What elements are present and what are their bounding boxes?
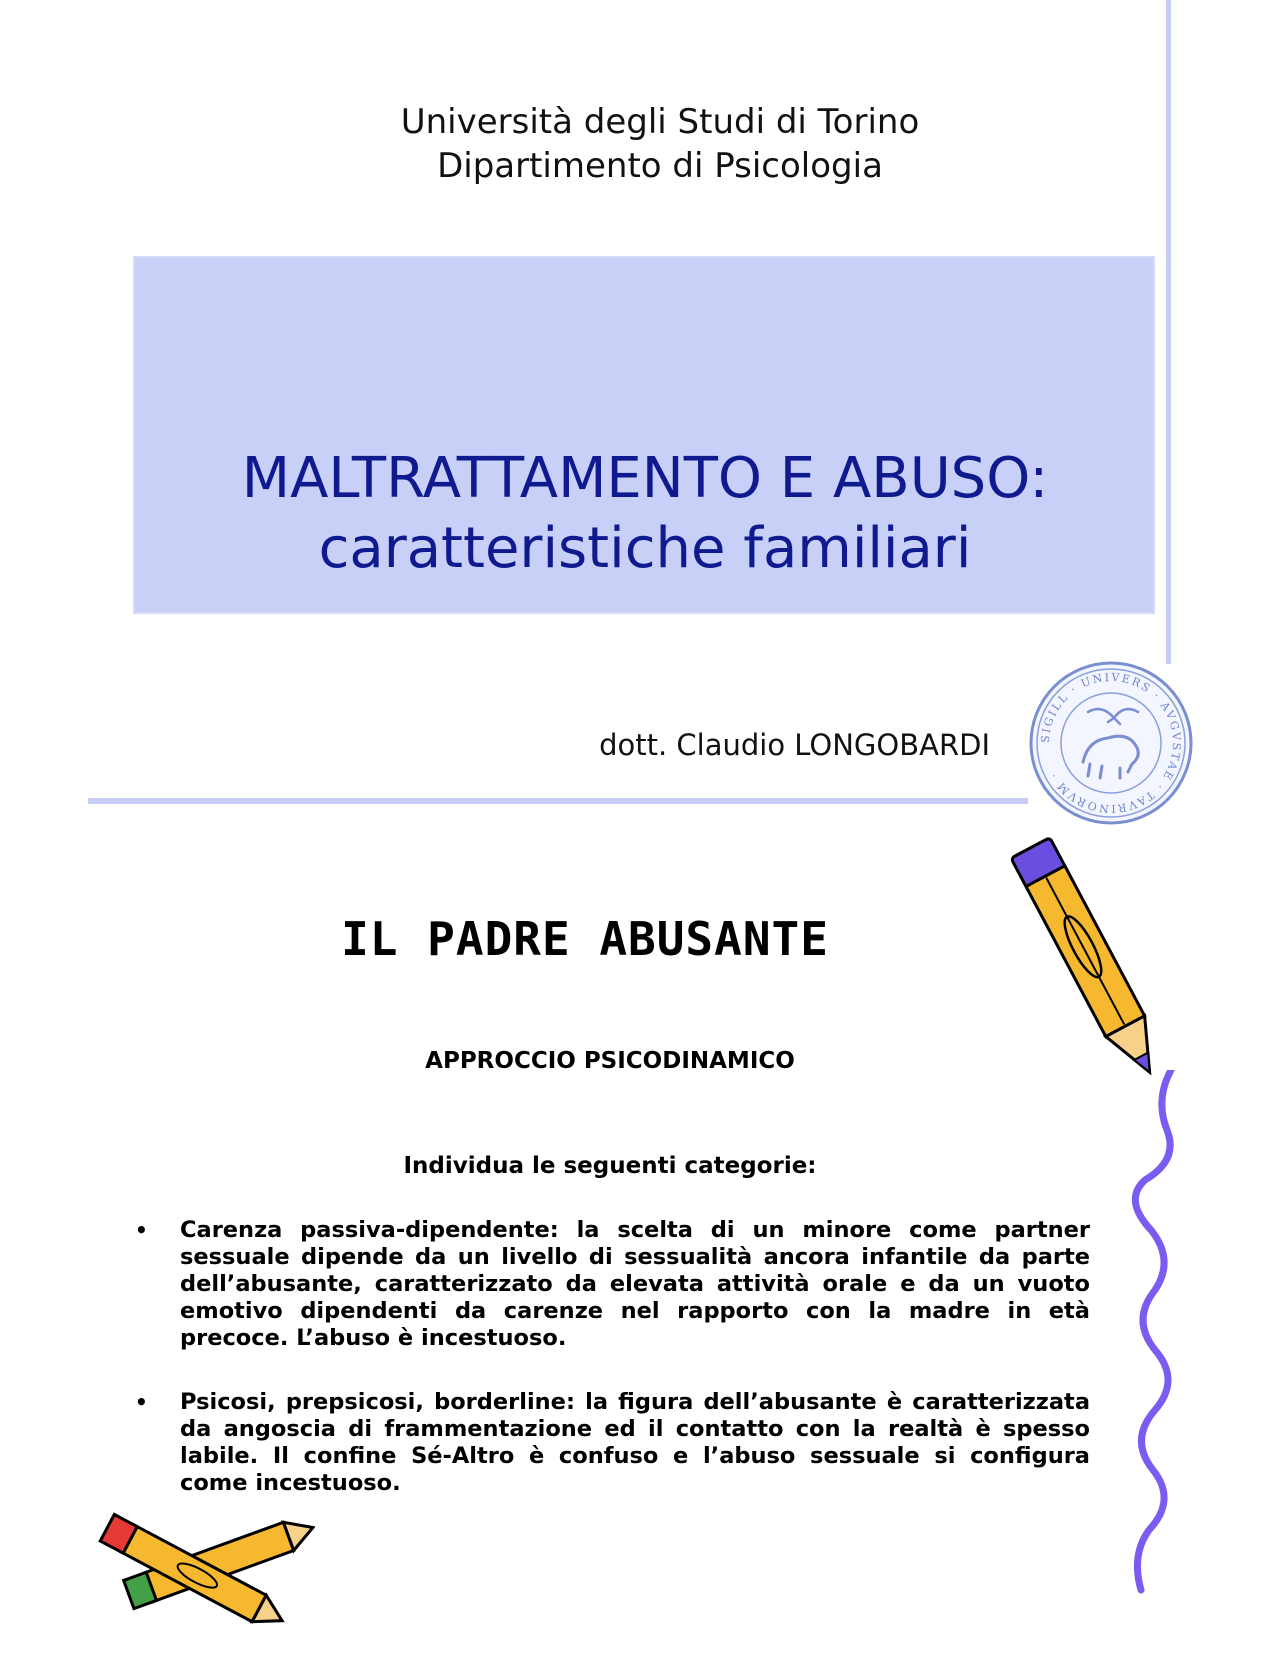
vertical-rule [1166,0,1171,664]
list-item-text: Psicosi, prepsicosi, borderline: la figura dell’abusante è caratterizzata da angoscia di frammentazione ed il contatto con la realtà è spesso labile. Il confine Sé-Altro è confuso e l’abuso sessuale si configura come incestuoso. [180,1389,1090,1496]
list-item [135,1389,1090,1497]
title-line-2: caratteristiche familiari [318,516,972,581]
institution-header [300,100,1020,188]
bullet-icon: • [135,1390,148,1414]
crossed-pencils-icon [85,1490,315,1650]
bullet-icon: • [135,1218,148,1242]
list-item-text: Carenza passiva-dipendente: la scelta di un minore come partner sessuale dipende da un livello di sessualità ancora infantile da parte dell’abusante, caratterizzato da elevata attività orale e da un vuoto emotivo dipendenti da carenze nel rapporto con la madre in età precoce. L’abuso è incestuoso. [180,1217,1090,1351]
university-seal-icon [1028,660,1194,826]
university-name: Università degli Studi di Torino [400,102,920,142]
slide-title [140,444,1150,584]
svg-text:SIGILL · UNIVERS · AVGVSTAE ·: SIGILL · UNIVERS · AVGVSTAE · TAVRINORVM · [1038,670,1184,816]
intro-text: Individua le seguenti categorie: [403,1153,817,1179]
section-title: IL PADRE ABUSANTE [341,912,829,966]
decorative-squiggle-icon [1125,1070,1185,1600]
title-line-1: MALTRATTAMENTO E ABUSO: [241,446,1049,511]
department-name: Dipartimento di Psicologia [437,146,883,186]
section-subtitle: APPROCCIO PSICODINAMICO [425,1048,795,1074]
horizontal-rule [88,798,1028,804]
list-item [135,1217,1090,1352]
author-name: dott. Claudio LONGOBARDI [599,728,990,762]
pencil-icon [1000,825,1180,1095]
